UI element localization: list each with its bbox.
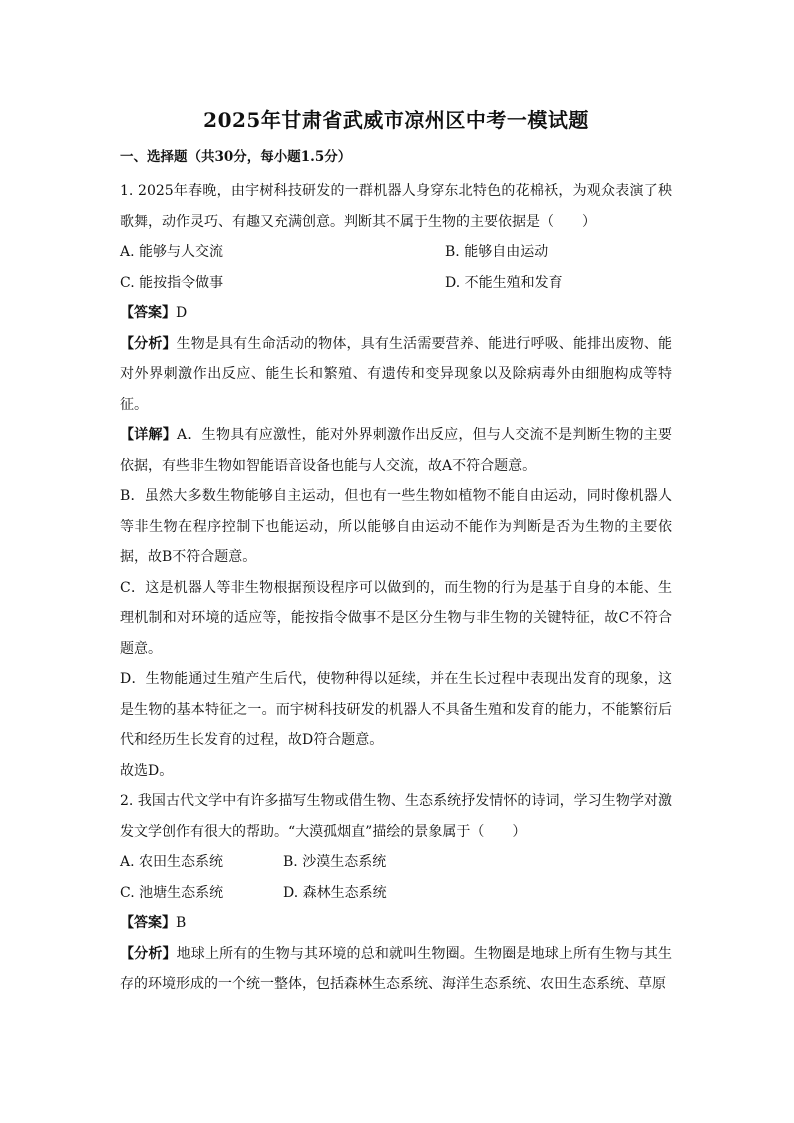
section-heading: 一、选择题（共30分，每小题1.5分）: [120, 149, 352, 165]
question-1-options-row-2: [120, 268, 672, 299]
answer-value: B: [176, 915, 187, 931]
analysis-label: 【分析】: [120, 335, 177, 352]
question-1-detail-d: D．生物能通过生殖产生后代，使物种得以延续，并在生长过程中表现出发育的现象，这是生物的基本特征之一。而宇树科技研发的机器人不具备生殖和发育的能力，不能繁衍后代和经历生长发育的过程，故D符合题意。: [120, 671, 672, 748]
detail-label: 【详解】: [120, 427, 178, 443]
question-2-options-row-1: [120, 847, 672, 878]
question-2-option-d: D. 森林生态系统: [283, 884, 387, 901]
question-2-analysis: [120, 939, 672, 1000]
question-2-option-b: B. 沙漠生态系统: [283, 854, 387, 870]
question-1-option-a: A. 能够与人交流: [120, 244, 224, 260]
question-1-answer: [120, 298, 672, 329]
question-1-options-row-1: [120, 237, 672, 268]
question-1-option-b: B. 能够自由运动: [445, 244, 549, 260]
analysis-text: 生物是具有生命活动的物体，具有生活需要营养、能进行呼吸、能排出废物、能对外界刺激作出反应、能生长和繁殖、有遗传和变异现象以及除病毒外由细胞构成等特征。: [120, 335, 673, 413]
answer-value: D: [176, 305, 188, 321]
question-1-analysis: [120, 329, 672, 421]
question-2-options-row-2: [120, 878, 672, 909]
analysis-text: 地球上所有的生物与其环境的总和就叫生物圈。生物圈是地球上所有生物与其生存的环境形成的一个统一整体，包括森林生态系统、海洋生态系统、农田生态系统、草原: [120, 945, 673, 992]
question-1-detail-a: [120, 420, 672, 481]
question-1-detail-c: C．这是机器人等非生物根据预设程序可以做到的，而生物的行为是基于自身的本能、生理机制和对环境的适应等，能按指令做事不是区分生物与非生物的关键特征，故C不符合题意。: [120, 579, 672, 657]
question-2-answer: [120, 908, 672, 939]
question-1-stem: 1. 2025年春晚，由宇树科技研发的一群机器人身穿东北特色的花棉袄，为观众表演了秧歌舞，动作灵巧、有趣又充满创意。判断其不属于生物的主要依据是（ ）: [120, 183, 672, 230]
answer-label: 【答案】: [120, 305, 176, 321]
analysis-label: 【分析】: [120, 945, 177, 962]
question-2-option-a: A. 农田生态系统: [120, 854, 224, 870]
page-title: 2025年甘肃省武威市凉州区中考一模试题: [203, 108, 589, 132]
question-1-detail-b: B．虽然大多数生物能够自主运动，但也有一些生物如植物不能自由运动，同时像机器人等非生物在程序控制下也能运动，所以能够自由运动不能作为判断是否为生物的主要依据，故B不符合题意。: [120, 488, 672, 565]
question-1-option-c: C. 能按指令做事: [120, 274, 224, 291]
question-1-option-d: D. 不能生殖和发育: [445, 274, 563, 291]
answer-label: 【答案】: [120, 915, 176, 931]
question-2-stem: 2. 我国古代文学中有许多描写生物或借生物、生态系统抒发情怀的诗词，学习生物学对激发文学创作有很大的帮助。“大漠孤烟直”描绘的景象属于（ ）: [120, 793, 672, 840]
question-2-option-c: C. 池塘生态系统: [120, 884, 224, 901]
question-1-conclusion: 故选D。: [120, 762, 174, 779]
detail-a-text: A．生物具有应激性，能对外界刺激作出反应，但与人交流不是判断生物的主要依据，有些非生物如智能语音设备也能与人交流，故A不符合题意。: [120, 427, 673, 474]
